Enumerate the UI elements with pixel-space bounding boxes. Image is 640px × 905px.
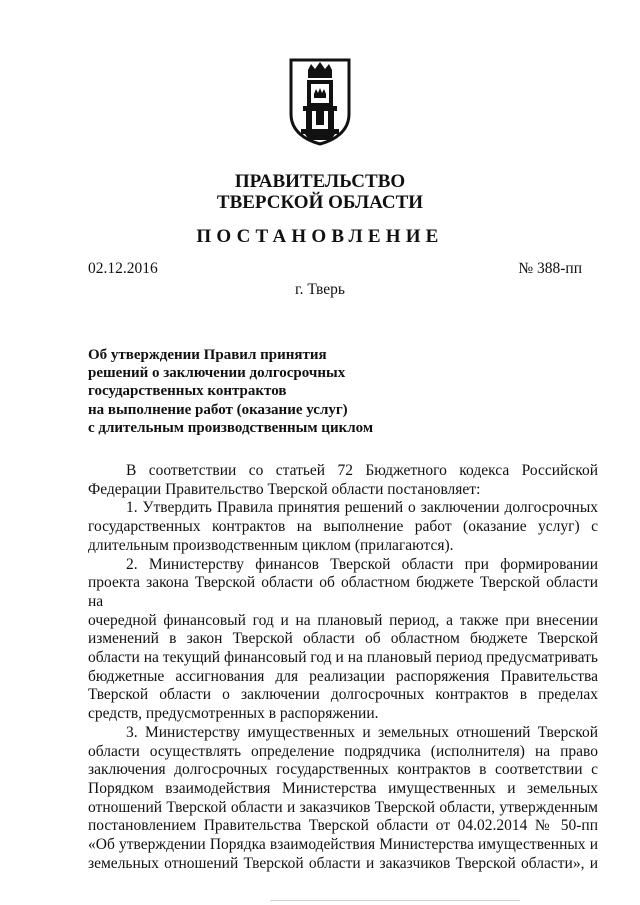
body-line: Федерации Правительство Тверской области постановляет: — [88, 480, 481, 498]
body-line: заключения долгосрочных государственных контрактов в соответствии с — [88, 761, 598, 779]
body-line: области осуществлять определение подрядчика (исполнителя) на право — [88, 742, 598, 760]
body-line: 3. Министерству имущественных и земельных отношений Тверской — [126, 723, 598, 741]
body-line: отношений Тверской области и заказчиков Тверской области, утвержденным — [88, 798, 598, 816]
body-line: проекта закона Тверской области об областном бюджете Тверской области на — [88, 574, 598, 610]
body-line: Порядком взаимодействия Министерства имущественных и земельных — [88, 779, 598, 797]
document-type-heading: ПОСТАНОВЛЕНИЕ — [196, 226, 444, 247]
tver-coat-of-arms-icon — [287, 56, 353, 146]
body-line: «Об утверждении Порядка взаимодействия Министерства имущественных и — [88, 836, 598, 854]
body-line: бюджетные ассигнования для реализации распоряжения Правительства — [88, 667, 598, 685]
subject-line: Об утверждении Правил принятия — [88, 347, 327, 363]
government-title-line2: ТВЕРСКОЙ ОБЛАСТИ — [216, 192, 424, 213]
subject-line: на выполнение работ (оказание услуг) — [88, 401, 348, 418]
government-title-line1: ПРАВИТЕЛЬСТВО — [234, 171, 406, 192]
body-line: постановлением Правительства Тверской области от 04.02.2014 № 50-пп — [88, 817, 598, 835]
body-line: средств, предусмотренных в распоряжении. — [88, 705, 379, 723]
body-line: изменений в закон Тверской области об областном бюджете Тверской — [88, 630, 598, 648]
body-line: области на текущий финансовый год и на плановый период предусматривать — [88, 649, 598, 667]
body-line: 2. Министерству финансов Тверской области при формировании — [126, 555, 598, 573]
subject-line: государственных контрактов — [88, 383, 287, 400]
body-line: В соответствии со статьей 72 Бюджетного кодекса Российской — [126, 462, 598, 479]
subject-line: с длительным производственным циклом — [88, 419, 374, 436]
scan-edge-line — [270, 900, 520, 901]
document-number: № 388-пп — [518, 260, 582, 277]
document-date: 02.12.2016 — [88, 260, 158, 277]
body-line: государственных контрактов на выполнение работ (оказание услуг) с — [88, 518, 598, 536]
body-line: земельных отношений Тверской области и заказчиков Тверской области», и — [88, 854, 598, 872]
document-city: г. Тверь — [295, 281, 345, 298]
document-body — [88, 462, 598, 873]
body-line: Тверской области о заключении долгосрочных контрактов в пределах — [88, 686, 598, 704]
subject-line: решений о заключении долгосрочных — [88, 365, 346, 382]
body-line: 1. Утвердить Правила принятия решений о заключении долгосрочных — [126, 499, 598, 517]
body-line: длительным производственным циклом (прилагаются). — [88, 536, 454, 554]
body-line: очередной финансовый год и на плановый период, а также при внесении — [88, 611, 598, 629]
document-subject — [88, 346, 373, 437]
